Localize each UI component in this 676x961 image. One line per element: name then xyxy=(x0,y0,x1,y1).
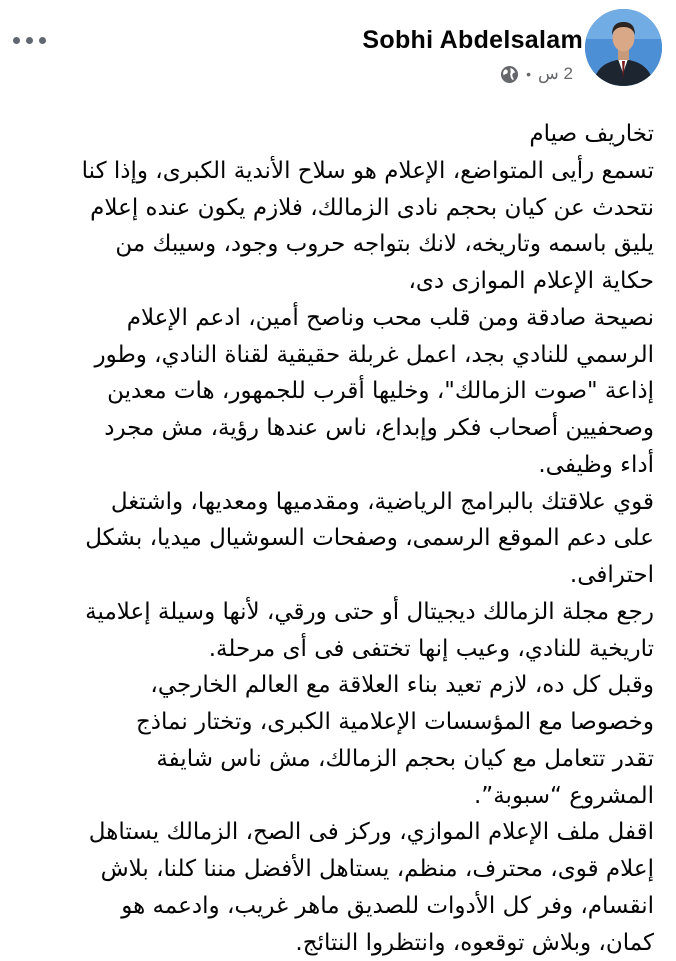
post-text-line: يليق باسمه وتاريخه، لانك بتواجه حروب وجود، وسيبك من xyxy=(18,226,654,263)
post-text-line: تخاريف صيام xyxy=(18,116,654,153)
post-text-line: وقبل كل ده، لازم تعيد بناء العلاقة مع العالم الخارجي، xyxy=(18,667,654,704)
post-text-line: المشروع “سبوبة”. xyxy=(18,778,654,815)
post-text-line: إذاعة "صوت الزمالك"، وخليها أقرب للجمهور، هات معدين xyxy=(18,373,654,410)
post-text-line: تسمع رأيى المتواضع، الإعلام هو سلاح الأندية الكبرى، وإذا كنا xyxy=(18,153,654,190)
author-avatar[interactable] xyxy=(585,9,662,86)
post-text-line: وخصوصا مع المؤسسات الإعلامية الكبرى، وتختار نماذج xyxy=(18,704,654,741)
post-text-line: نتحدث عن كيان بحجم نادى الزمالك، فلازم يكون عنده إعلام xyxy=(18,190,654,227)
post-text-line: إعلام قوى، محترف، منظم، يستاهل الأفضل مننا كلنا، بلاش xyxy=(18,851,654,888)
post-header xyxy=(0,0,676,110)
dot xyxy=(26,37,33,44)
post-meta xyxy=(500,62,573,86)
post-text xyxy=(18,116,654,961)
meta-separator: • xyxy=(526,66,531,82)
post-text-line: قوي علاقتك بالبرامج الرياضية، ومقدميها ومعديها، واشتغل xyxy=(18,484,654,521)
post-text-line: اقفل ملف الإعلام الموازي، وركز فى الصح، الزمالك يستاهل xyxy=(18,814,654,851)
post-text-line: حكاية الإعلام الموازى دى، xyxy=(18,263,654,300)
post-text-line: أداء وظيفى. xyxy=(18,447,654,484)
post-time[interactable]: 2 س xyxy=(538,64,573,84)
post-text-line: احترافى. xyxy=(18,557,654,594)
post-text-line: تقدر تتعامل مع كيان بحجم الزمالك، مش ناس شايفة xyxy=(18,741,654,778)
dot xyxy=(39,37,46,44)
post-text-line: على دعم الموقع الرسمى، وصفحات السوشيال ميديا، بشكل xyxy=(18,520,654,557)
post-text-line: الرسمي للنادي بجد، اعمل غربلة حقيقية لقناة النادي، وطور xyxy=(18,337,654,374)
globe-icon[interactable] xyxy=(500,65,519,84)
post-text-line: وصحفيين أصحاب فكر وإبداع، ناس عندها رؤية، مش مجرد xyxy=(18,410,654,447)
author-name[interactable]: Sobhi Abdelsalam xyxy=(362,26,583,55)
avatar-portrait xyxy=(585,9,662,86)
more-options-icon[interactable] xyxy=(13,30,53,50)
post-text-line: رجع مجلة الزمالك ديجيتال أو حتى ورقي، لأنها وسيلة إعلامية xyxy=(18,594,654,631)
post-text-line: كمان، وبلاش توقعوه، وانتظروا النتائج. xyxy=(18,925,654,961)
dot xyxy=(13,37,20,44)
post-text-line: نصيحة صادقة ومن قلب محب وناصح أمين، ادعم الإعلام xyxy=(18,300,654,337)
post-text-line: انقسام، وفر كل الأدوات للصديق ماهر غريب، وادعمه هو xyxy=(18,888,654,925)
post-text-line: تاريخية للنادي، وعيب إنها تختفى فى أى مرحلة. xyxy=(18,631,654,668)
